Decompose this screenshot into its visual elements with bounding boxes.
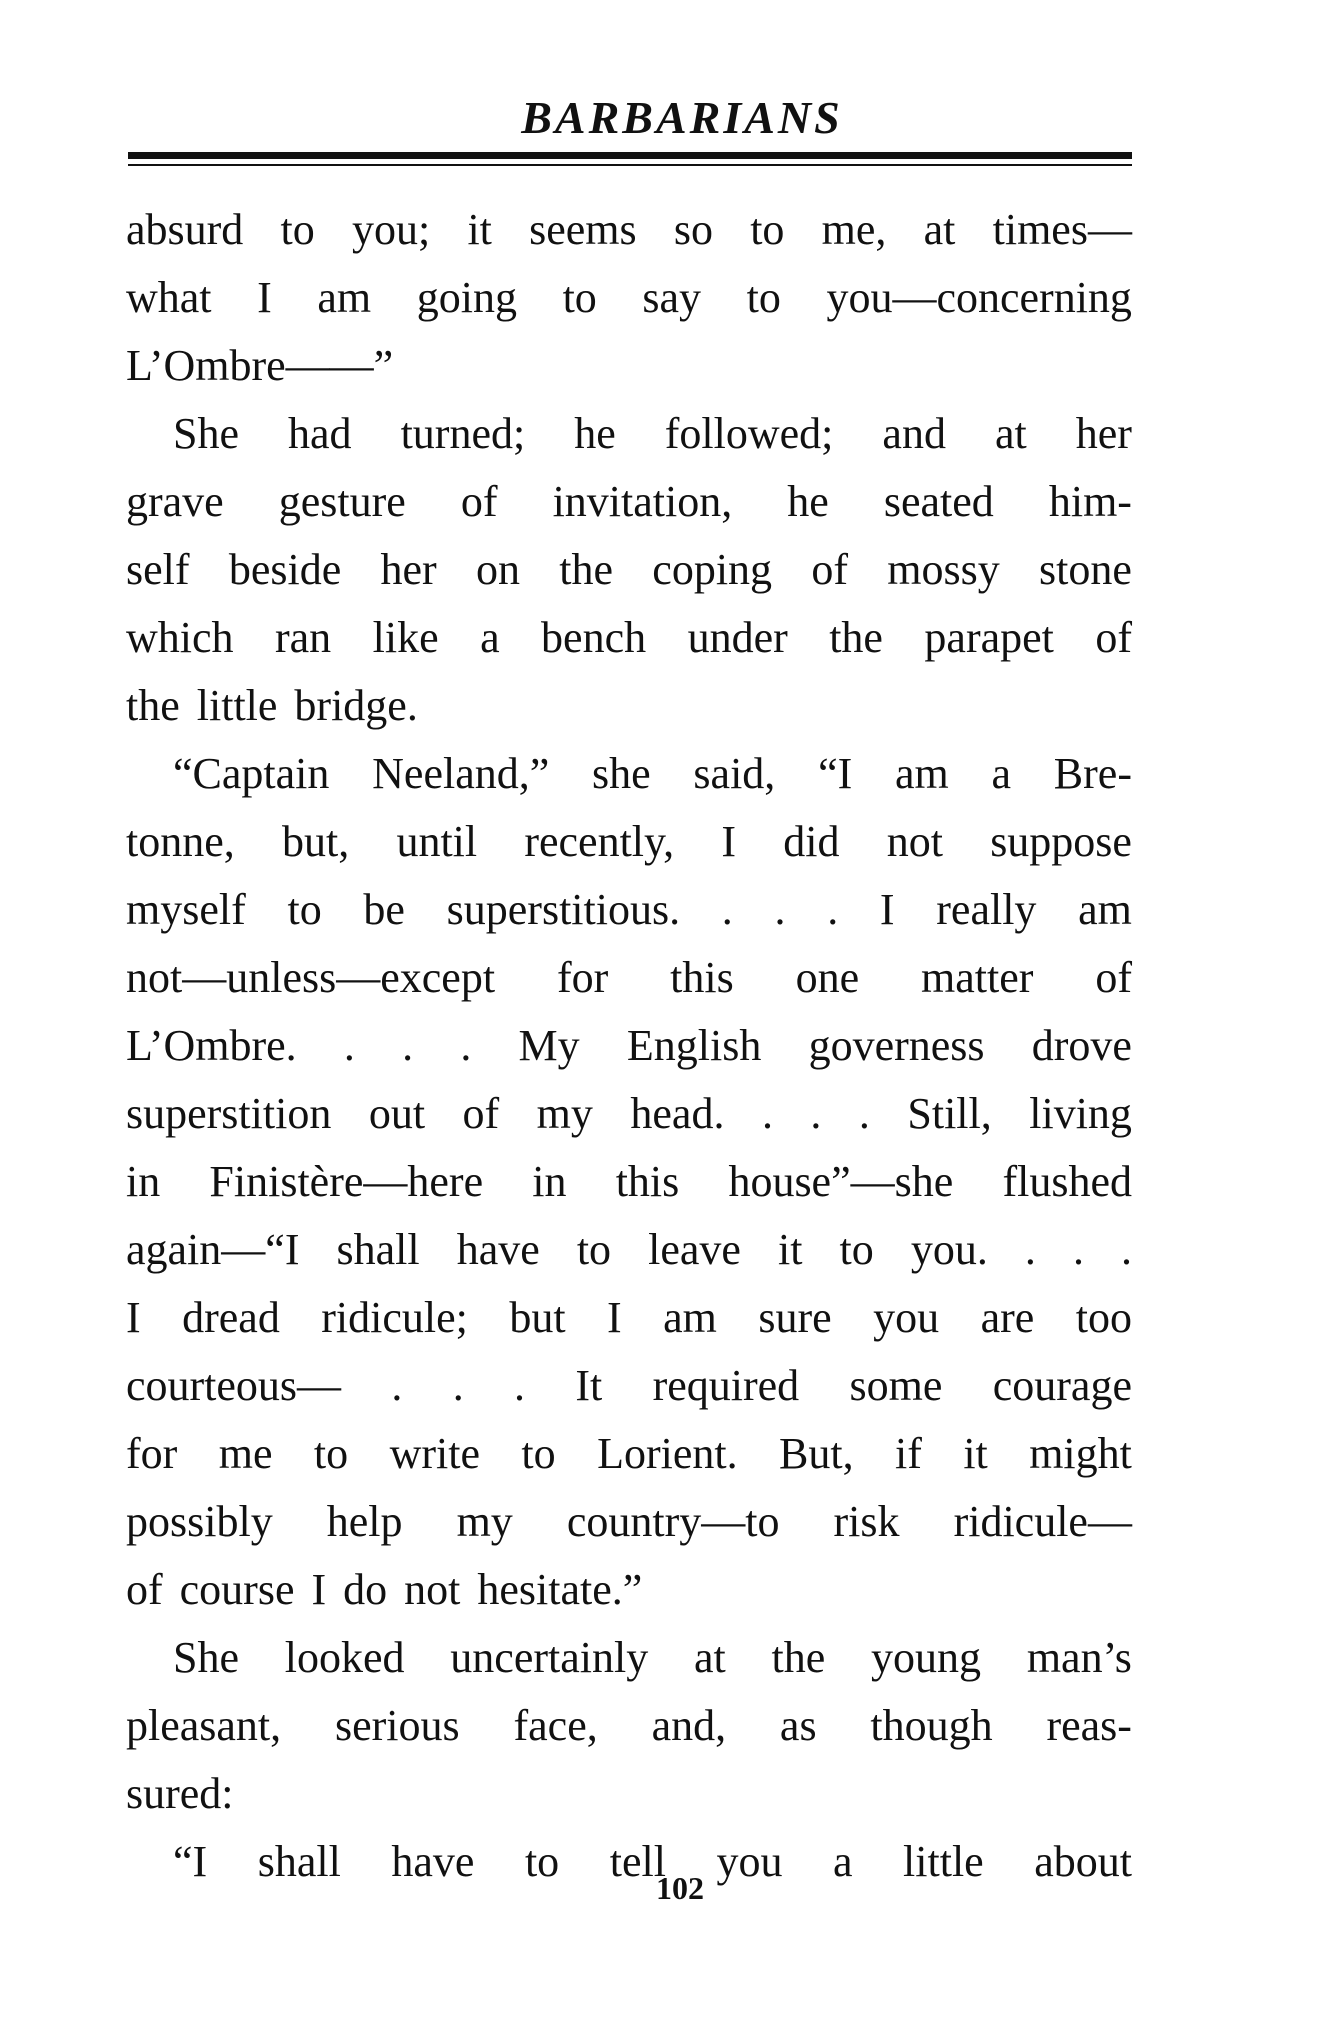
text-line: not—unless—except for this one matter of — [126, 953, 1132, 1002]
text-line: what I am going to say to you—concerning — [126, 273, 1132, 322]
text-line: again—“I shall have to leave it to you. . . . — [126, 1225, 1132, 1274]
text-line: pleasant, serious face, and, as though reas- — [126, 1701, 1132, 1750]
running-head: BARBARIANS — [521, 92, 843, 143]
text-line: grave gesture of invitation, he seated him- — [126, 477, 1132, 526]
text-line: She had turned; he followed; and at her — [173, 409, 1132, 458]
text-line: sured: — [126, 1769, 234, 1818]
text-line: L’Ombre——” — [126, 341, 394, 390]
text-line: “I shall have to tell you a little about — [173, 1837, 1132, 1886]
text-line: which ran like a bench under the parapet of — [126, 613, 1132, 662]
text-line: myself to be superstitious. . . . I really am — [126, 885, 1132, 934]
text-line: superstition out of my head. . . . Still, living — [126, 1089, 1132, 1138]
page-number: 102 — [656, 1870, 704, 1906]
text-line: absurd to you; it seems so to me, at times— — [126, 205, 1132, 254]
header-rule-thick — [128, 152, 1132, 159]
header-rule-thin — [128, 164, 1132, 166]
text-line: “Captain Neeland,” she said, “I am a Bre- — [173, 749, 1132, 798]
text-line: I dread ridicule; but I am sure you are too — [126, 1293, 1132, 1342]
text-line: in Finistère—here in this house”—she flushed — [126, 1157, 1132, 1206]
text-line: for me to write to Lorient. But, if it might — [126, 1429, 1132, 1478]
text-line: the little bridge. — [126, 681, 418, 730]
body-text — [126, 196, 1132, 1896]
text-line: L’Ombre. . . . My English governess drove — [126, 1021, 1132, 1070]
text-line: She looked uncertainly at the young man’s — [173, 1633, 1132, 1682]
text-line: possibly help my country—to risk ridicule— — [126, 1497, 1132, 1546]
text-line: tonne, but, until recently, I did not suppose — [126, 817, 1132, 866]
text-line: courteous— . . . It required some courage — [126, 1361, 1132, 1410]
text-line: of course I do not hesitate.” — [126, 1565, 643, 1614]
text-line: self beside her on the coping of mossy stone — [126, 545, 1132, 594]
